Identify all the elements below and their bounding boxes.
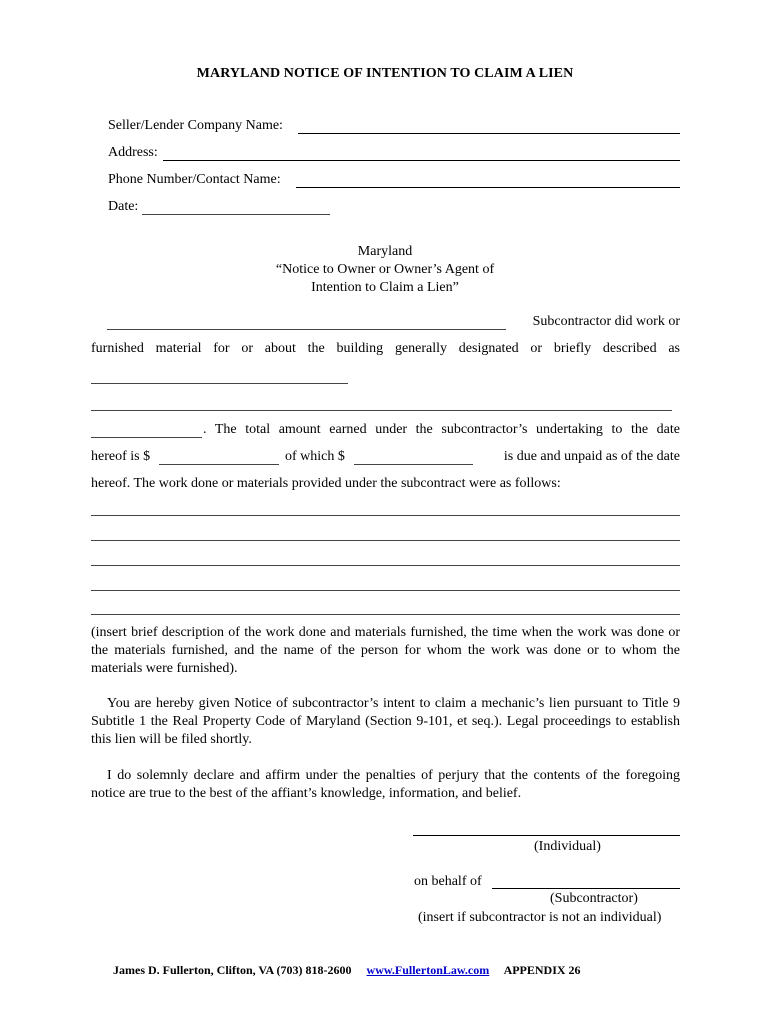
subcontractor-signature-line[interactable] [492,888,680,889]
date-label: Date: [108,199,139,214]
address-label: Address: [108,145,158,160]
hereof-is-text: hereof is $ [91,449,151,464]
work-description-line-5[interactable] [91,614,680,615]
of-which-text: of which $ [285,449,345,464]
individual-label: (Individual) [534,839,601,854]
building-description-line-1[interactable] [91,383,348,384]
total-amount-line[interactable] [159,464,279,465]
work-description-line-2[interactable] [91,540,680,541]
work-done-text: hereof. The work done or materials provided under the subcontract were as follows: [91,476,561,491]
total-amount-text: . The total amount earned under the subcontractor’s undertaking to the date [203,422,680,437]
individual-signature-line[interactable] [413,835,680,836]
work-description-line-3[interactable] [91,565,680,566]
insert-description-note: (insert brief description of the work done and materials furnished, the time when the work was done or the materials furnished, and the name of the person for whom the work was done or to whom the materials were furnished). [91,625,680,676]
footer-website-link[interactable]: www.FullertonLaw.com [366,963,490,977]
phone-contact-line[interactable] [296,187,680,188]
due-unpaid-text: is due and unpaid as of the date [503,449,680,464]
on-behalf-of-text: on behalf of [414,874,482,889]
address-line[interactable] [163,160,680,161]
notice-heading-line1: Maryland [357,244,413,259]
date-line[interactable] [142,214,330,215]
insert-if-note: (insert if subcontractor is not an individual) [418,910,662,925]
footer-appendix: APPENDIX 26 [503,963,581,977]
footer-author: James D. Fullerton, Clifton, VA (703) 818-2600 [113,963,352,977]
work-description-line-1[interactable] [91,515,680,516]
seller-company-line[interactable] [298,133,680,134]
subcontractor-name-line[interactable] [107,329,506,330]
building-description-line-2[interactable] [91,410,672,411]
notice-heading-line3: Intention to Claim a Lien” [311,280,459,295]
page-title: MARYLAND NOTICE OF INTENTION TO CLAIM A LIEN [196,66,574,81]
furnished-material-text: furnished material for or about the building generally designated or briefly described as [91,341,680,356]
footer [113,963,581,978]
building-description-line-3[interactable] [91,437,202,438]
subcontractor-did-work: Subcontractor did work or [532,314,680,329]
work-description-line-4[interactable] [91,590,680,591]
subcontractor-label: (Subcontractor) [550,891,638,906]
due-amount-line[interactable] [354,464,473,465]
phone-contact-label: Phone Number/Contact Name: [108,172,281,187]
notice-paragraph: You are hereby given Notice of subcontractor’s intent to claim a mechanic’s lien pursuant to Title 9 Subtitle 1 the Real Property Code of Maryland (Section 9-101, et seq.). Legal proceedings to establish this lien will be filed shortly. [91,696,680,747]
notice-heading-line2: “Notice to Owner or Owner’s Agent of [275,262,495,277]
seller-company-label: Seller/Lender Company Name: [108,118,283,133]
declaration-paragraph: I do solemnly declare and affirm under the penalties of perjury that the contents of the foregoing notice are true to the best of the affiant’s knowledge, information, and belief. [91,768,680,801]
